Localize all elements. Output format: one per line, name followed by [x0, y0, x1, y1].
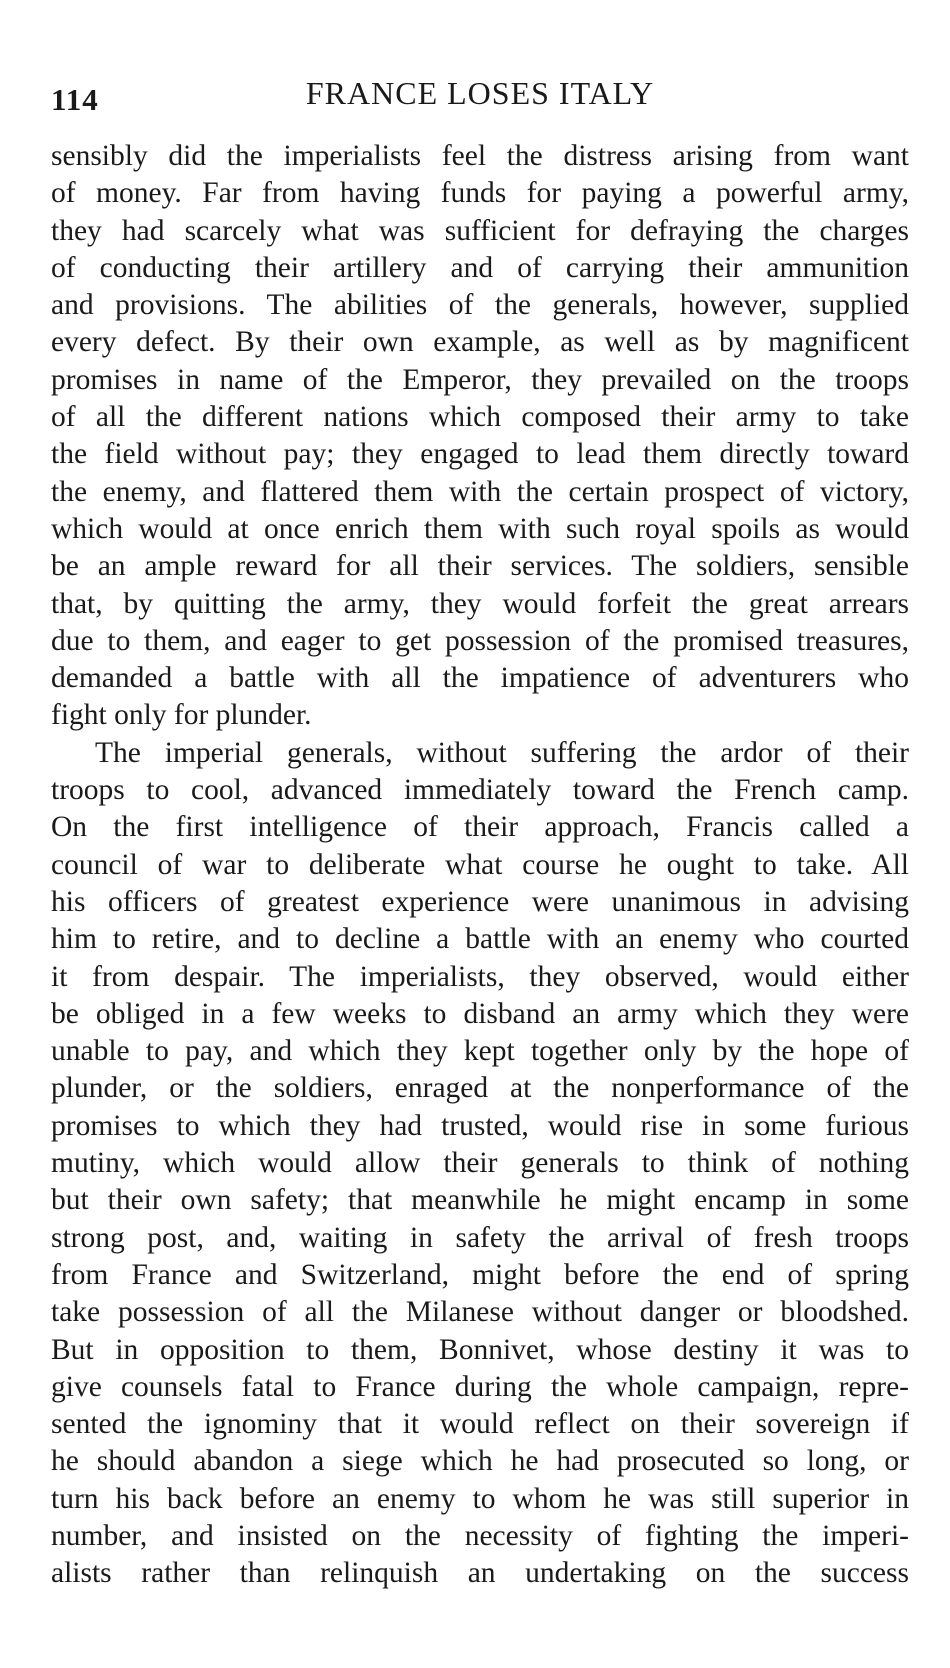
text-line: sented the ignominy that it would reflect on their sovereign if: [51, 1408, 909, 1441]
text-line: but their own safety; that meanwhile he might encamp in some: [51, 1184, 909, 1217]
text-line: and provisions. The abilities of the generals, however, supplied: [51, 289, 909, 322]
text-line: strong post, and, waiting in safety the arrival of fresh troops: [51, 1221, 909, 1254]
text-line: the field without pay; they engaged to lead them directly toward: [51, 438, 909, 471]
text-line: alists rather than relinquish an undertaking on the success: [51, 1557, 909, 1590]
text-line: troops to cool, advanced immediately toward the French camp.: [51, 774, 909, 807]
text-line: mutiny, which would allow their generals to think of nothing: [51, 1147, 909, 1180]
text-line: from France and Switzerland, might before the end of spring: [51, 1258, 909, 1291]
text-line: But in opposition to them, Bonnivet, whose destiny it was to: [51, 1333, 909, 1366]
paragraph-1: [51, 138, 909, 735]
text-line: give counsels fatal to France during the whole campaign, repre-: [51, 1370, 909, 1403]
text-line: demanded a battle with all the impatience of adventurers who: [51, 662, 909, 695]
text-line: The imperial generals, without suffering the ardor of their: [95, 736, 909, 769]
page-header: [51, 72, 909, 122]
text-line: which would at once enrich them with such royal spoils as would: [51, 512, 909, 545]
text-line: be an ample reward for all their services. The soldiers, sensible: [51, 550, 909, 583]
text-line: his officers of greatest experience were unanimous in advising: [51, 885, 909, 918]
running-title: FRANCE LOSES ITALY: [305, 75, 655, 111]
text-line: he should abandon a siege which he had prosecuted so long, or: [51, 1445, 909, 1478]
body-text: [51, 138, 909, 1593]
text-line: On the first intelligence of their approach, Francis called a: [51, 811, 909, 844]
text-line: council of war to deliberate what course he ought to take. All: [51, 848, 909, 881]
text-line: take possession of all the Milanese without danger or bloodshed.: [51, 1296, 909, 1329]
text-line: the enemy, and flattered them with the certain prospect of victory,: [51, 475, 909, 508]
text-line: it from despair. The imperialists, they observed, would either: [51, 960, 909, 993]
text-line: they had scarcely what was sufficient for defraying the charges: [51, 214, 909, 247]
text-line: plunder, or the soldiers, enraged at the nonperformance of the: [51, 1072, 909, 1105]
text-line: due to them, and eager to get possession of the promised treasures,: [51, 624, 909, 657]
text-line: of money. Far from having funds for paying a powerful army,: [51, 177, 909, 210]
text-line: sensibly did the imperialists feel the distress arising from want: [51, 140, 909, 172]
text-line: unable to pay, and which they kept together only by the hope of: [51, 1035, 909, 1068]
text-line: fight only for plunder.: [51, 699, 312, 732]
page-number: 114: [51, 82, 99, 117]
text-line: turn his back before an enemy to whom he was still superior in: [51, 1482, 909, 1515]
text-line: every defect. By their own example, as well as by magnificent: [51, 326, 909, 359]
text-line: of all the different nations which composed their army to take: [51, 401, 909, 434]
text-line: that, by quitting the army, they would forfeit the great arrears: [51, 587, 909, 620]
paragraph-2: [51, 735, 909, 1593]
text-line: him to retire, and to decline a battle with an enemy who courted: [51, 923, 909, 956]
text-line: of conducting their artillery and of carrying their ammunition: [51, 251, 909, 284]
text-line: promises to which they had trusted, would rise in some furious: [51, 1109, 909, 1142]
text-line: promises in name of the Emperor, they prevailed on the troops: [51, 363, 909, 396]
text-line: number, and insisted on the necessity of fighting the imperi-: [51, 1519, 909, 1552]
text-line: be obliged in a few weeks to disband an army which they were: [51, 997, 909, 1030]
